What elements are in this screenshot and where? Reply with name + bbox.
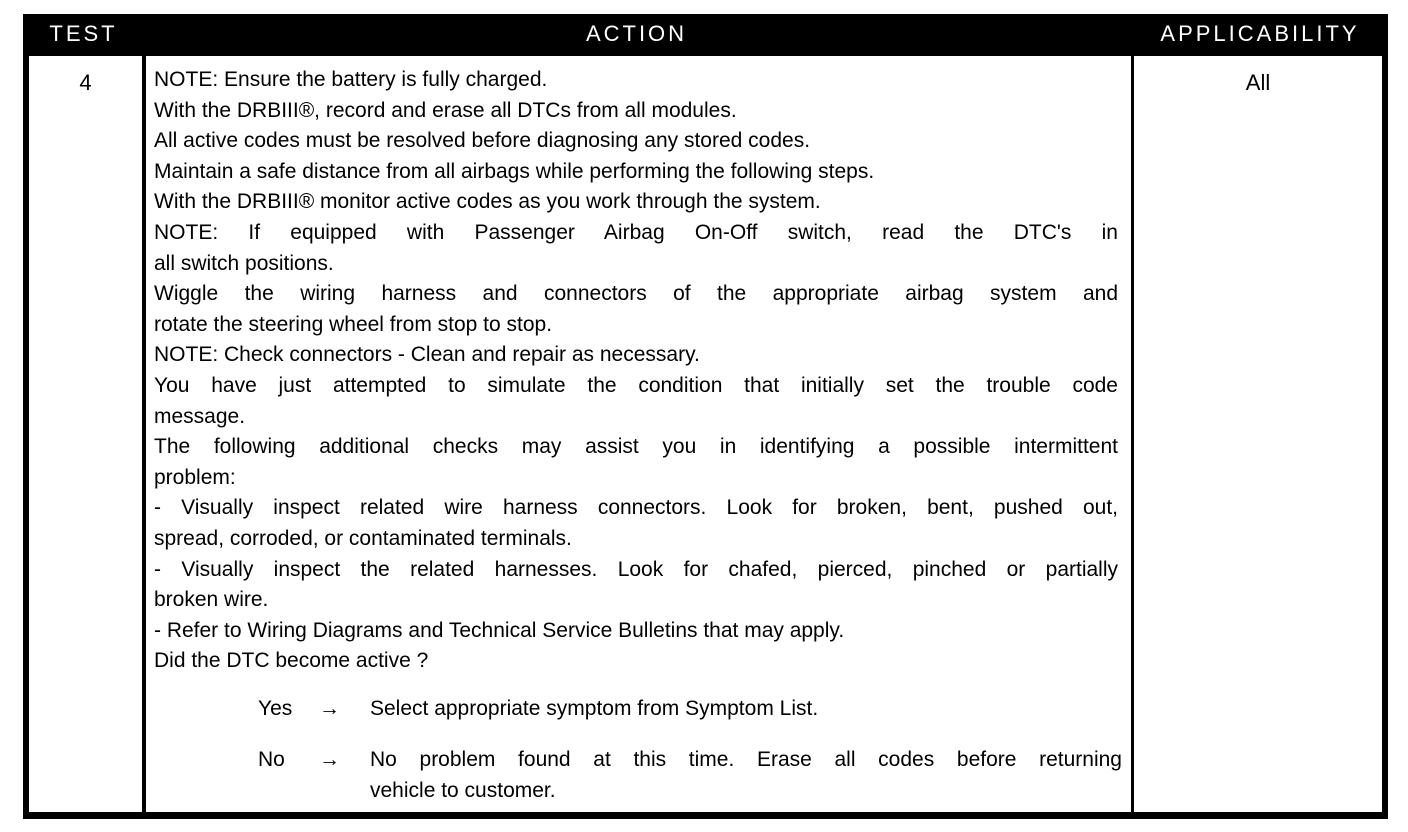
action-line: - Visually inspect the related harnesses. Look for chafed, pierced, pinched or partially: [154, 557, 1118, 581]
test-number: 4: [79, 70, 92, 95]
arrow-right-icon: →: [319, 748, 340, 771]
action-line: Maintain a safe distance from all airbags while performing the following steps.: [154, 159, 875, 183]
header-test: TEST: [49, 21, 118, 46]
action-line: NOTE: Check connectors - Clean and repair as necessary.: [154, 343, 700, 367]
action-line: The following additional checks may assist you in identifying a possible intermittent: [154, 435, 1118, 459]
answer-yes-line: Select appropriate symptom from Symptom List.: [370, 697, 819, 720]
action-line: Did the DTC become active ?: [154, 649, 429, 673]
test-cell: [29, 56, 142, 812]
action-line: - Refer to Wiring Diagrams and Technical Service Bulletins that may apply.: [154, 618, 845, 642]
arrow-right-icon: →: [319, 697, 340, 720]
action-line: - Visually inspect related wire harness connectors. Look for broken, bent, pushed out,: [154, 496, 1118, 520]
applicability-cell: [1134, 56, 1382, 812]
action-text: [154, 65, 1118, 677]
action-cell: [146, 56, 1131, 812]
answer-yes-text: [370, 694, 1122, 725]
answer-no-line: No problem found at this time. Erase all codes before returning: [370, 748, 1122, 771]
action-line: broken wire.: [154, 588, 269, 612]
action-line: all switch positions.: [154, 251, 334, 275]
action-line: All active codes must be resolved before diagnosing any stored codes.: [154, 129, 811, 153]
action-line: spread, corroded, or contaminated terminals.: [154, 526, 572, 550]
action-line: Wiggle the wiring harness and connectors of the appropriate airbag system and: [154, 282, 1118, 306]
applicability-value: All: [1245, 70, 1271, 95]
answer-yes-label: Yes: [258, 697, 293, 720]
diagnostic-table: [23, 14, 1388, 819]
header-action: ACTION: [585, 21, 688, 46]
action-line: problem:: [154, 465, 236, 489]
header-applicability: APPLICABILITY: [1160, 21, 1360, 46]
action-line: rotate the steering wheel from stop to stop.: [154, 312, 553, 336]
answer-no-text: [370, 745, 1122, 806]
answer-no-line: vehicle to customer.: [370, 778, 556, 802]
action-line: With the DRBIII®, record and erase all DTCs from all modules.: [154, 98, 737, 122]
answer-no-label: No: [258, 748, 285, 771]
action-line: NOTE: Ensure the battery is fully charged.: [154, 68, 548, 91]
action-line: NOTE: If equipped with Passenger Airbag On-Off switch, read the DTC's in: [154, 220, 1118, 244]
action-line: With the DRBIII® monitor active codes as you work through the system.: [154, 190, 821, 214]
action-line: You have just attempted to simulate the condition that initially set the trouble code: [154, 373, 1118, 397]
action-line: message.: [154, 404, 246, 428]
